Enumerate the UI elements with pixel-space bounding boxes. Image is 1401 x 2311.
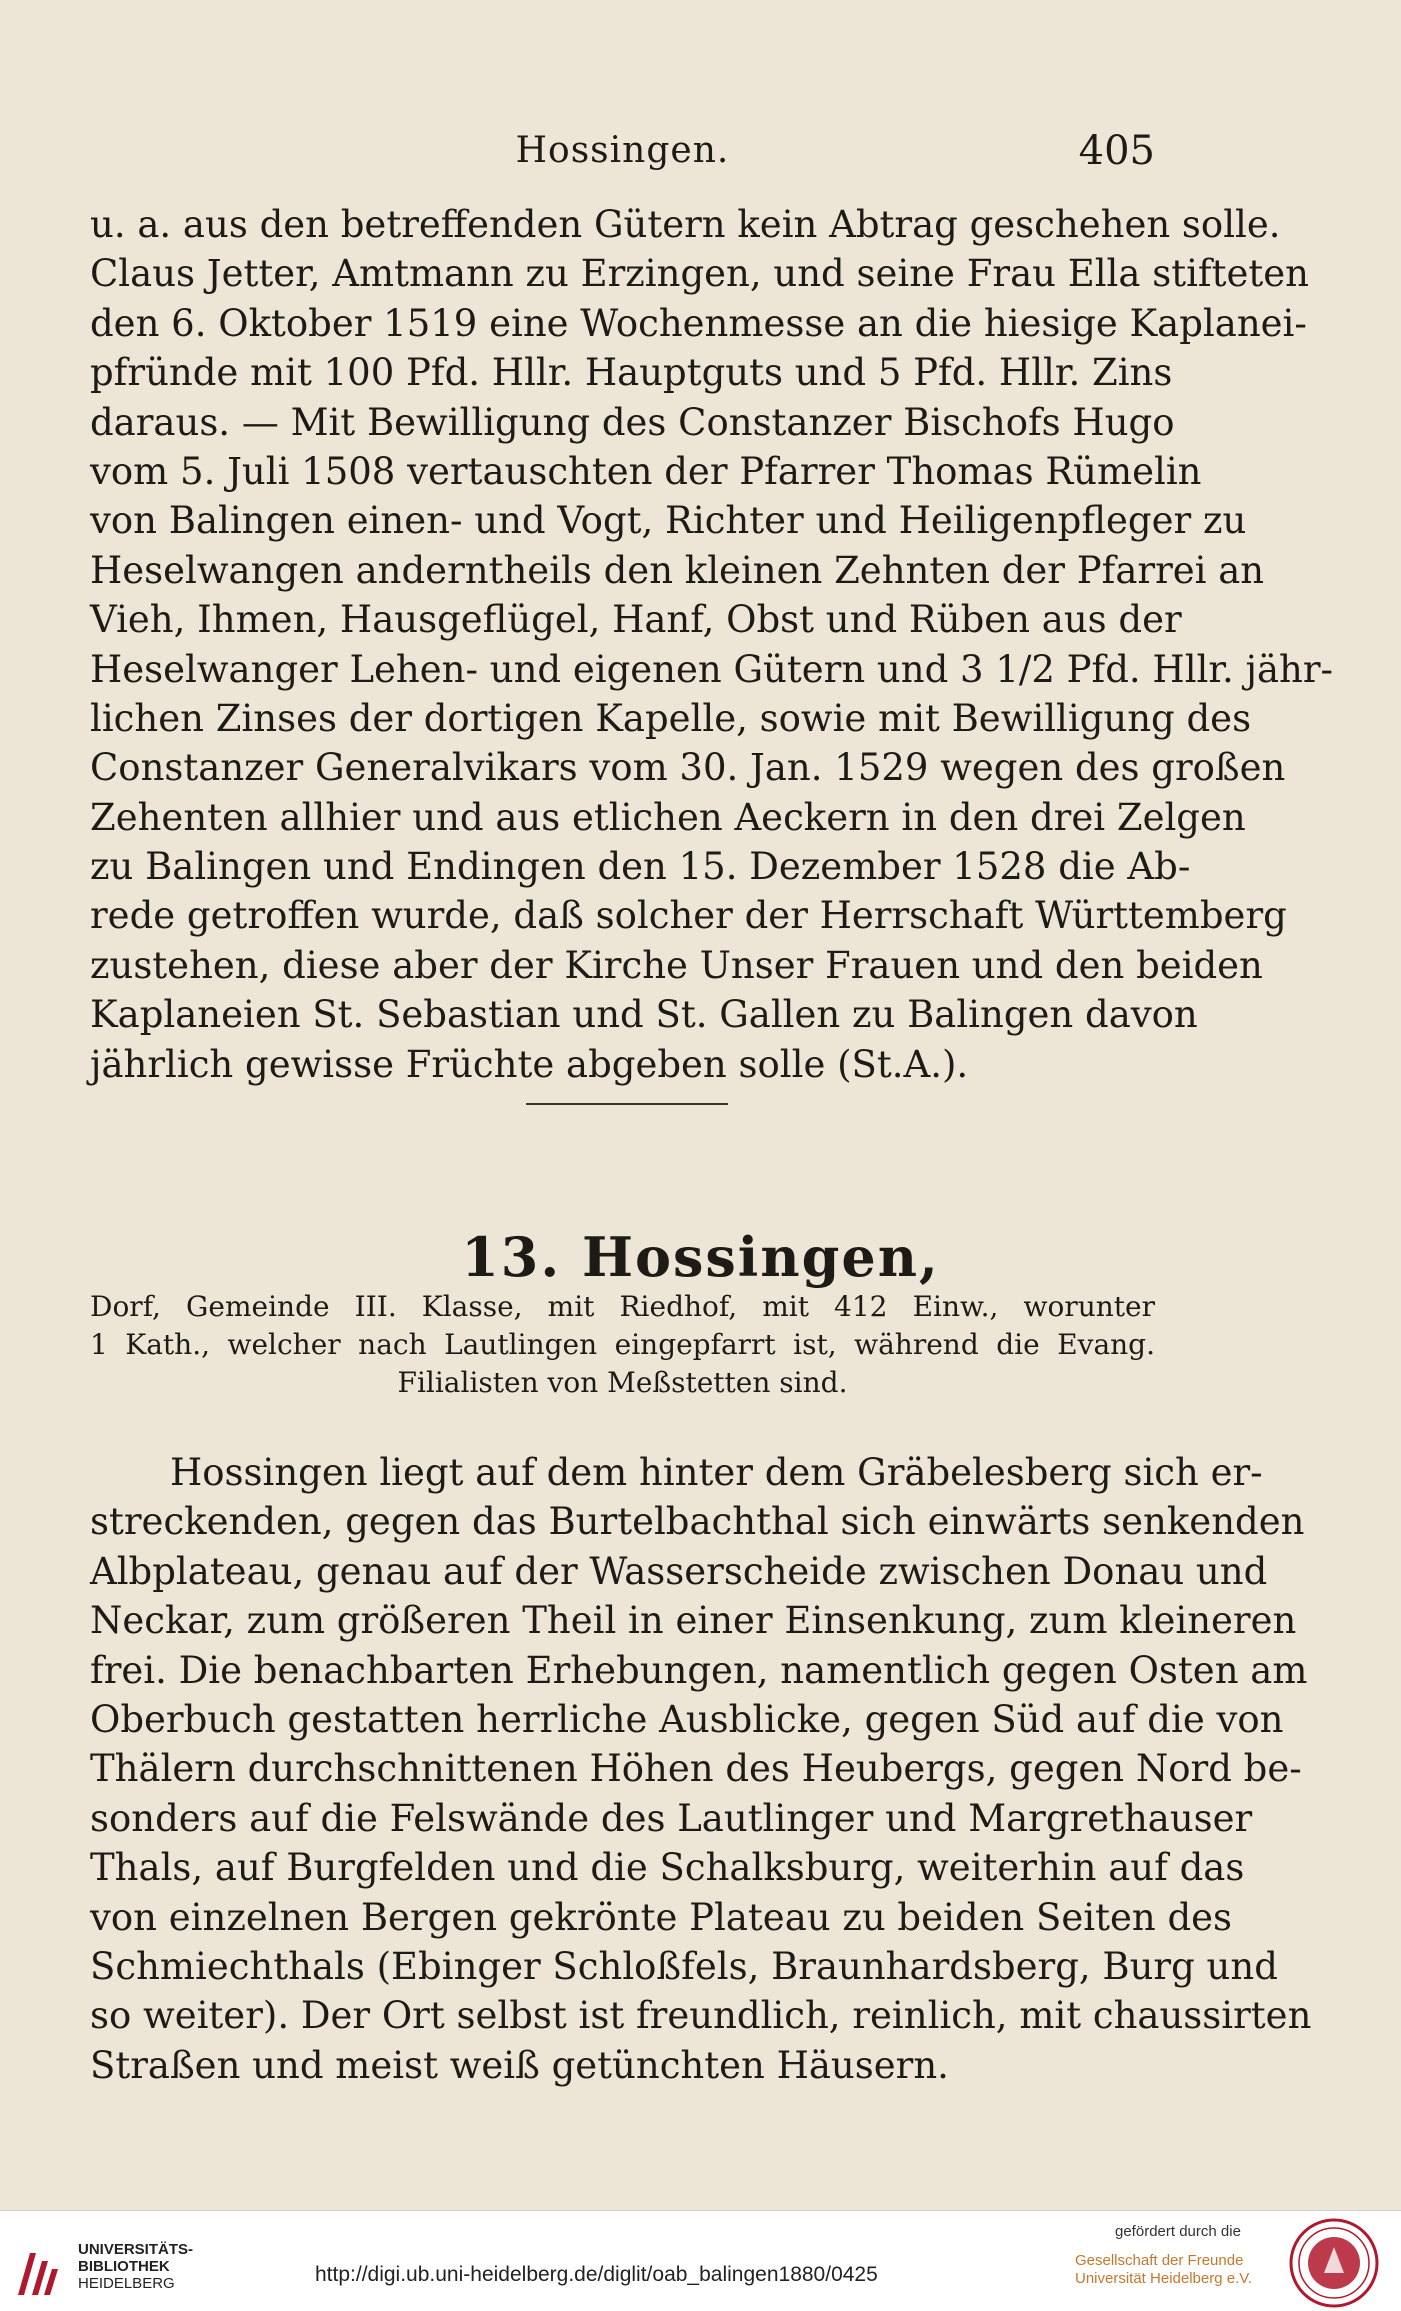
text-line: Claus Jetter, Amtmann zu Erzingen, und seine Frau Ella stifteten (90, 252, 1309, 296)
text-line: pfründe mit 100 Pfd. Hllr. Hauptguts und 5 Pfd. Hllr. Zins (90, 351, 1173, 395)
institution-line: HEIDELBERG (78, 2275, 175, 2292)
institution-line: UNIVERSITÄTS- (78, 2241, 194, 2258)
library-footer (0, 2210, 1401, 2311)
text-line: rede getroffen wurde, daß solcher der Herrschaft Württemberg (90, 894, 1287, 938)
text-line: Heselwanger Lehen- und eigenen Gütern und 3 1/2 Pfd. Hllr. jähr- (90, 647, 1334, 691)
university-library-logo-icon (12, 2247, 64, 2299)
text-line: Heselwangen anderntheils den kleinen Zehnten der Pfarrei an (90, 548, 1265, 592)
text-line: Albplateau, genau auf der Wasserscheide zwischen Donau und (90, 1549, 1268, 1593)
text-line: Thals, auf Burgfelden und die Schalksburg, weiterhin auf das (90, 1846, 1245, 1890)
section-divider (526, 1103, 728, 1105)
text-line: vom 5. Juli 1508 vertauschten der Pfarrer Thomas Rümelin (90, 449, 1202, 493)
sponsor-name-line: Universität Heidelberg e.V. (1075, 2270, 1253, 2287)
sponsor-label: gefördert durch die (1115, 2223, 1241, 2240)
text-line: den 6. Oktober 1519 eine Wochenmesse an die hiesige Kaplanei- (90, 301, 1307, 345)
sponsor-name-line: Gesellschaft der Freunde (1075, 2252, 1244, 2269)
section-summary (90, 1288, 1155, 1402)
summary-line: 1 Kath., welcher nach Lautlingen eingepfarrt ist, während die Evang. (90, 1328, 1155, 1361)
text-line: Neckar, zum größeren Theil in einer Einsenkung, zum kleineren (90, 1599, 1297, 1643)
page-header (90, 120, 1155, 180)
text-line: Kaplaneien St. Sebastian und St. Gallen zu Balingen davon (90, 993, 1198, 1037)
text-line: lichen Zinses der dortigen Kapelle, sowie mit Bewilligung des (90, 696, 1252, 740)
summary-line: Dorf, Gemeinde III. Klasse, mit Riedhof, mit 412 Einw., worunter (90, 1290, 1155, 1323)
text-line: Oberbuch gestatten herrliche Ausblicke, gegen Süd auf die von (90, 1697, 1284, 1741)
sponsor-block (1075, 2223, 1255, 2288)
page-number: 405 (1078, 128, 1155, 174)
text-line: von Balingen einen- und Vogt, Richter und Heiligenpfleger zu (90, 499, 1247, 543)
text-line: sonders auf die Felswände des Lautlinger und Margrethauser (90, 1796, 1253, 1840)
text-line: zustehen, diese aber der Kirche Unser Frauen und den beiden (90, 943, 1263, 987)
text-line: Zehenten allhier und aus etlichen Aeckern in den drei Zelgen (90, 795, 1246, 839)
text-line: von einzelnen Bergen gekrönte Plateau zu beiden Seiten des (90, 1895, 1233, 1939)
section-title: 13. Hossingen, (461, 1225, 940, 1289)
text-line: frei. Die benachbarten Erhebungen, namentlich gegen Osten am (90, 1648, 1308, 1692)
text-line: so weiter). Der Ort selbst ist freundlich, reinlich, mit chaussirten (90, 1994, 1312, 2038)
summary-line: Filialisten von Meßstetten sind. (397, 1366, 848, 1399)
sponsor-name (1075, 2252, 1255, 2288)
text-line: jährlich gewisse Früchte abgeben solle (St.A.). (90, 1042, 969, 1086)
text-line: Straßen und meist weiß getünchten Häusern. (90, 2043, 949, 2087)
university-seal-icon (1288, 2217, 1380, 2309)
institution-line: BIBLIOTHEK (78, 2258, 170, 2275)
paragraph-continued (90, 200, 1334, 1089)
text-line: streckenden, gegen das Burtelbachthal sich einwärts senkenden (90, 1500, 1305, 1544)
text-line: Constanzer Generalvikars vom 30. Jan. 1529 wegen des großen (90, 746, 1286, 790)
text-line: Thälern durchschnittenen Höhen des Heubergs, gegen Nord be- (90, 1747, 1302, 1791)
running-head: Hossingen. (515, 130, 730, 171)
text-line: u. a. aus den betreffenden Gütern kein Abtrag geschehen solle. (90, 203, 1281, 246)
text-line: daraus. — Mit Bewilligung des Constanzer Bischofs Hugo (90, 400, 1175, 444)
institution-name (78, 2241, 193, 2292)
text-line: Schmiechthals (Ebinger Schloßfels, Braunhardsberg, Burg und (90, 1944, 1278, 1988)
text-line: Hossingen liegt auf dem hinter dem Gräbelesberg sich er- (170, 1451, 1263, 1494)
permalink-url[interactable]: http://digi.ub.uni-heidelberg.de/diglit/oab_balingen1880/0425 (315, 2263, 878, 2286)
text-line: zu Balingen und Endingen den 15. Dezember 1528 die Ab- (90, 845, 1191, 889)
text-line: Vieh, Ihmen, Hausgeflügel, Hanf, Obst und Rüben aus der (90, 598, 1182, 642)
paragraph-description (90, 1448, 1312, 2090)
